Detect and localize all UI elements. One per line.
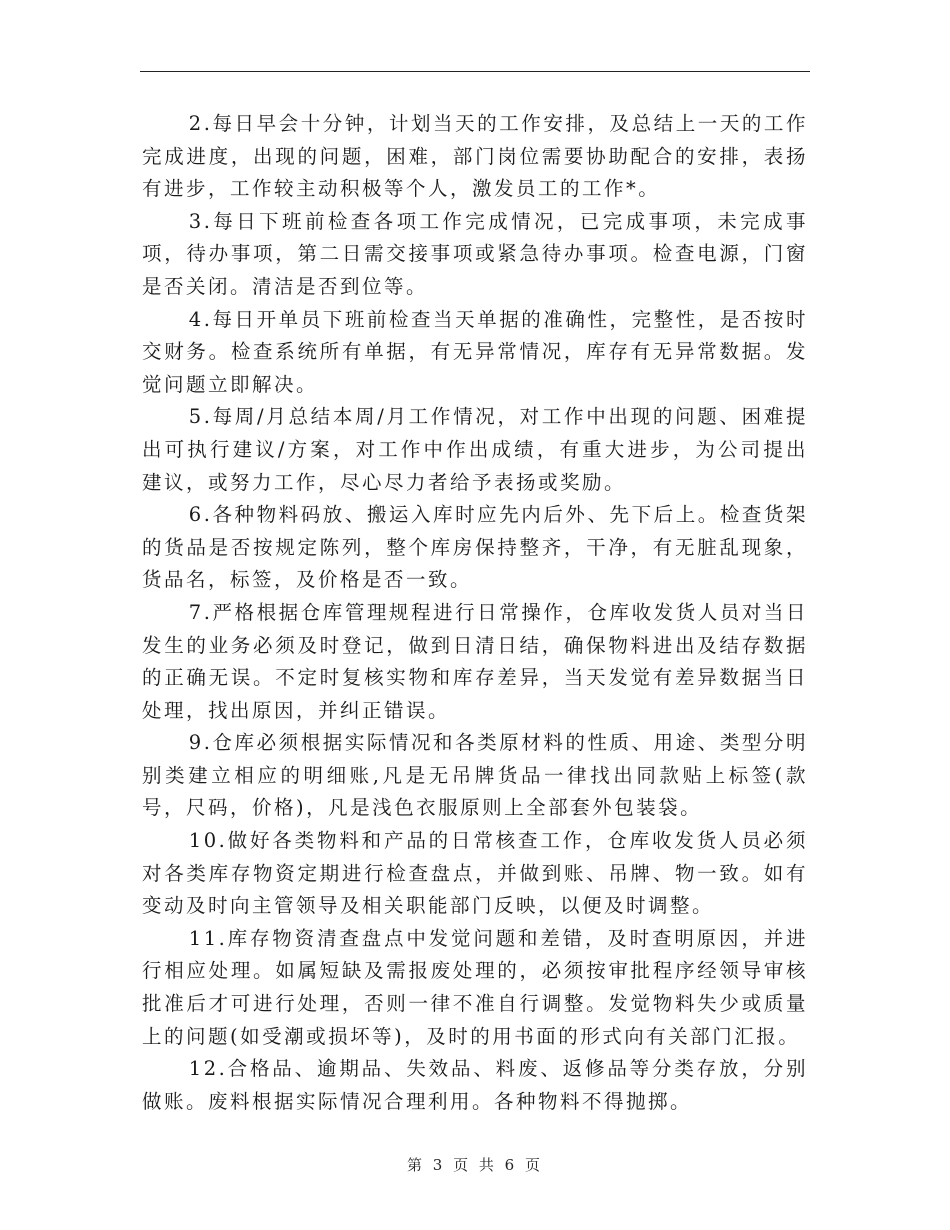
paragraph-item-11: 11.库存物资清查盘点中发觉问题和差错，及时查明原因，并进行相应处理。如属短缺及需报废处理的，必须按审批程序经领导审核批准后才可进行处理，否则一律不准自行调整。发觉物料失少或质量上的问题(如受潮或损坏等)，及时的用书面的形式向有关部门汇报。 — [142, 926, 808, 1048]
paragraph-item-12: 12.合格品、逾期品、失效品、料废、返修品等分类存放，分别做账。废料根据实际情况合理利用。各种物料不得抛掷。 — [142, 1057, 808, 1113]
paragraph-item-7: 7.严格根据仓库管理规程进行日常操作，仓库收发货人员对当日发生的业务必须及时登记，做到日清日结，确保物料进出及结存数据的正确无误。不定时复核实物和库存差异，当天发觉有差异数据当日处理，找出原因，并纠正错误。 — [142, 600, 808, 722]
paragraph-item-4: 4.每日开单员下班前检查当天单据的准确性，完整性，是否按时交财务。检查系统所有单据，有无异常情况，库存有无异常数据。发觉问题立即解决。 — [142, 307, 808, 396]
paragraph-item-6: 6.各种物料码放、搬运入库时应先内后外、先下后上。检查货架的货品是否按规定陈列，整个库房保持整齐，干净，有无脏乱现象，货品名，标签，及价格是否一致。 — [142, 503, 808, 592]
paragraph-item-3: 3.每日下班前检查各项工作完成情况，已完成事项，未完成事项，待办事项，第二日需交接事项或紧急待办事项。检查电源，门窗是否关闭。清洁是否到位等。 — [142, 209, 808, 298]
page-number-footer: 第 3 页 共 6 页 — [407, 1156, 543, 1174]
paragraph-item-10: 10.做好各类物料和产品的日常核查工作，仓库收发货人员必须对各类库存物资定期进行检查盘点，并做到账、吊牌、物一致。如有变动及时向主管领导及相关职能部门反映，以便及时调整。 — [142, 829, 808, 918]
paragraph-item-2: 2.每日早会十分钟，计划当天的工作安排，及总结上一天的工作完成进度，出现的问题，困难，部门岗位需要协助配合的安排，表扬有进步，工作较主动积极等个人，激发员工的工作*。 — [142, 112, 808, 201]
document-body — [142, 108, 808, 1118]
header-rule — [140, 71, 810, 72]
paragraph-item-5: 5.每周/月总结本周/月工作情况，对工作中出现的问题、困难提出可执行建议/方案，对工作中作出成绩，有重大进步，为公司提出建议，或努力工作，尽心尽力者给予表扬或奖励。 — [142, 405, 808, 494]
paragraph-item-9: 9.仓库必须根据实际情况和各类原材料的性质、用途、类型分明别类建立相应的明细账,凡是无吊牌货品一律找出同款贴上标签(款号，尺码，价格)，凡是浅色衣服原则上全部套外包装袋。 — [142, 731, 808, 820]
